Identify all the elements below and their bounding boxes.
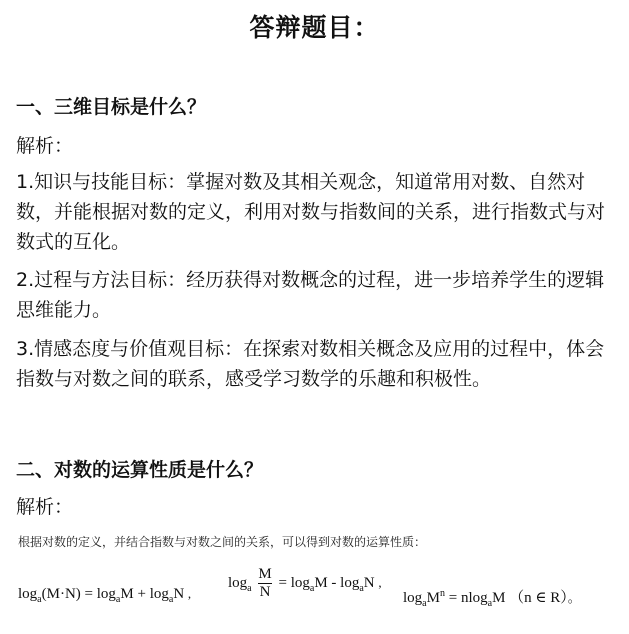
- formula-power-rule: $\log_aM^n = nlog_aM$ （n ∈ R）。: [403, 588, 581, 609]
- section-heading-three-goals: 一、三维目标是什么？: [16, 96, 207, 118]
- paragraph-emotion-value-goal: 3.情感态度与价值观目标：在探索对数相关概念及应用的过程中，体会指数与对数之间的联系，感受学习数学的乐趣和积极性。: [16, 338, 605, 390]
- analysis-label: 解析：: [16, 496, 74, 518]
- section-heading-log-properties: 二、对数的运算性质是什么？: [16, 459, 264, 481]
- log-properties-formulas: [18, 566, 618, 616]
- analysis-label: 解析：: [16, 135, 74, 157]
- paragraph-process-method-goal: 2.过程与方法目标：经历获得对数概念的过程，进一步培养学生的逻辑思维能力。: [16, 269, 605, 321]
- page-title: 答辩题目：: [249, 13, 380, 42]
- fraction-m-over-n: $\frac{M}{N}$: [258, 566, 272, 600]
- properties-intro-note: 根据对数的定义，并结合指数与对数之间的关系，可以得到对数的运算性质：: [18, 535, 427, 549]
- formula-quotient-rule: $\log_a$ $\frac{M}{N}$ = $\log_aM - \log_aN$ ,: [228, 566, 382, 600]
- paragraph-knowledge-skill-goal: 1.知识与技能目标：掌握对数及其相关观念，知道常用对数、自然对数，并能根据对数的定义，利用对数与指数间的关系，进行指数式与对数式的互化。: [16, 171, 606, 253]
- formula-product-rule: $\log_a(M\cdot N) = \log_aM + \log_aN$ ,: [18, 586, 192, 605]
